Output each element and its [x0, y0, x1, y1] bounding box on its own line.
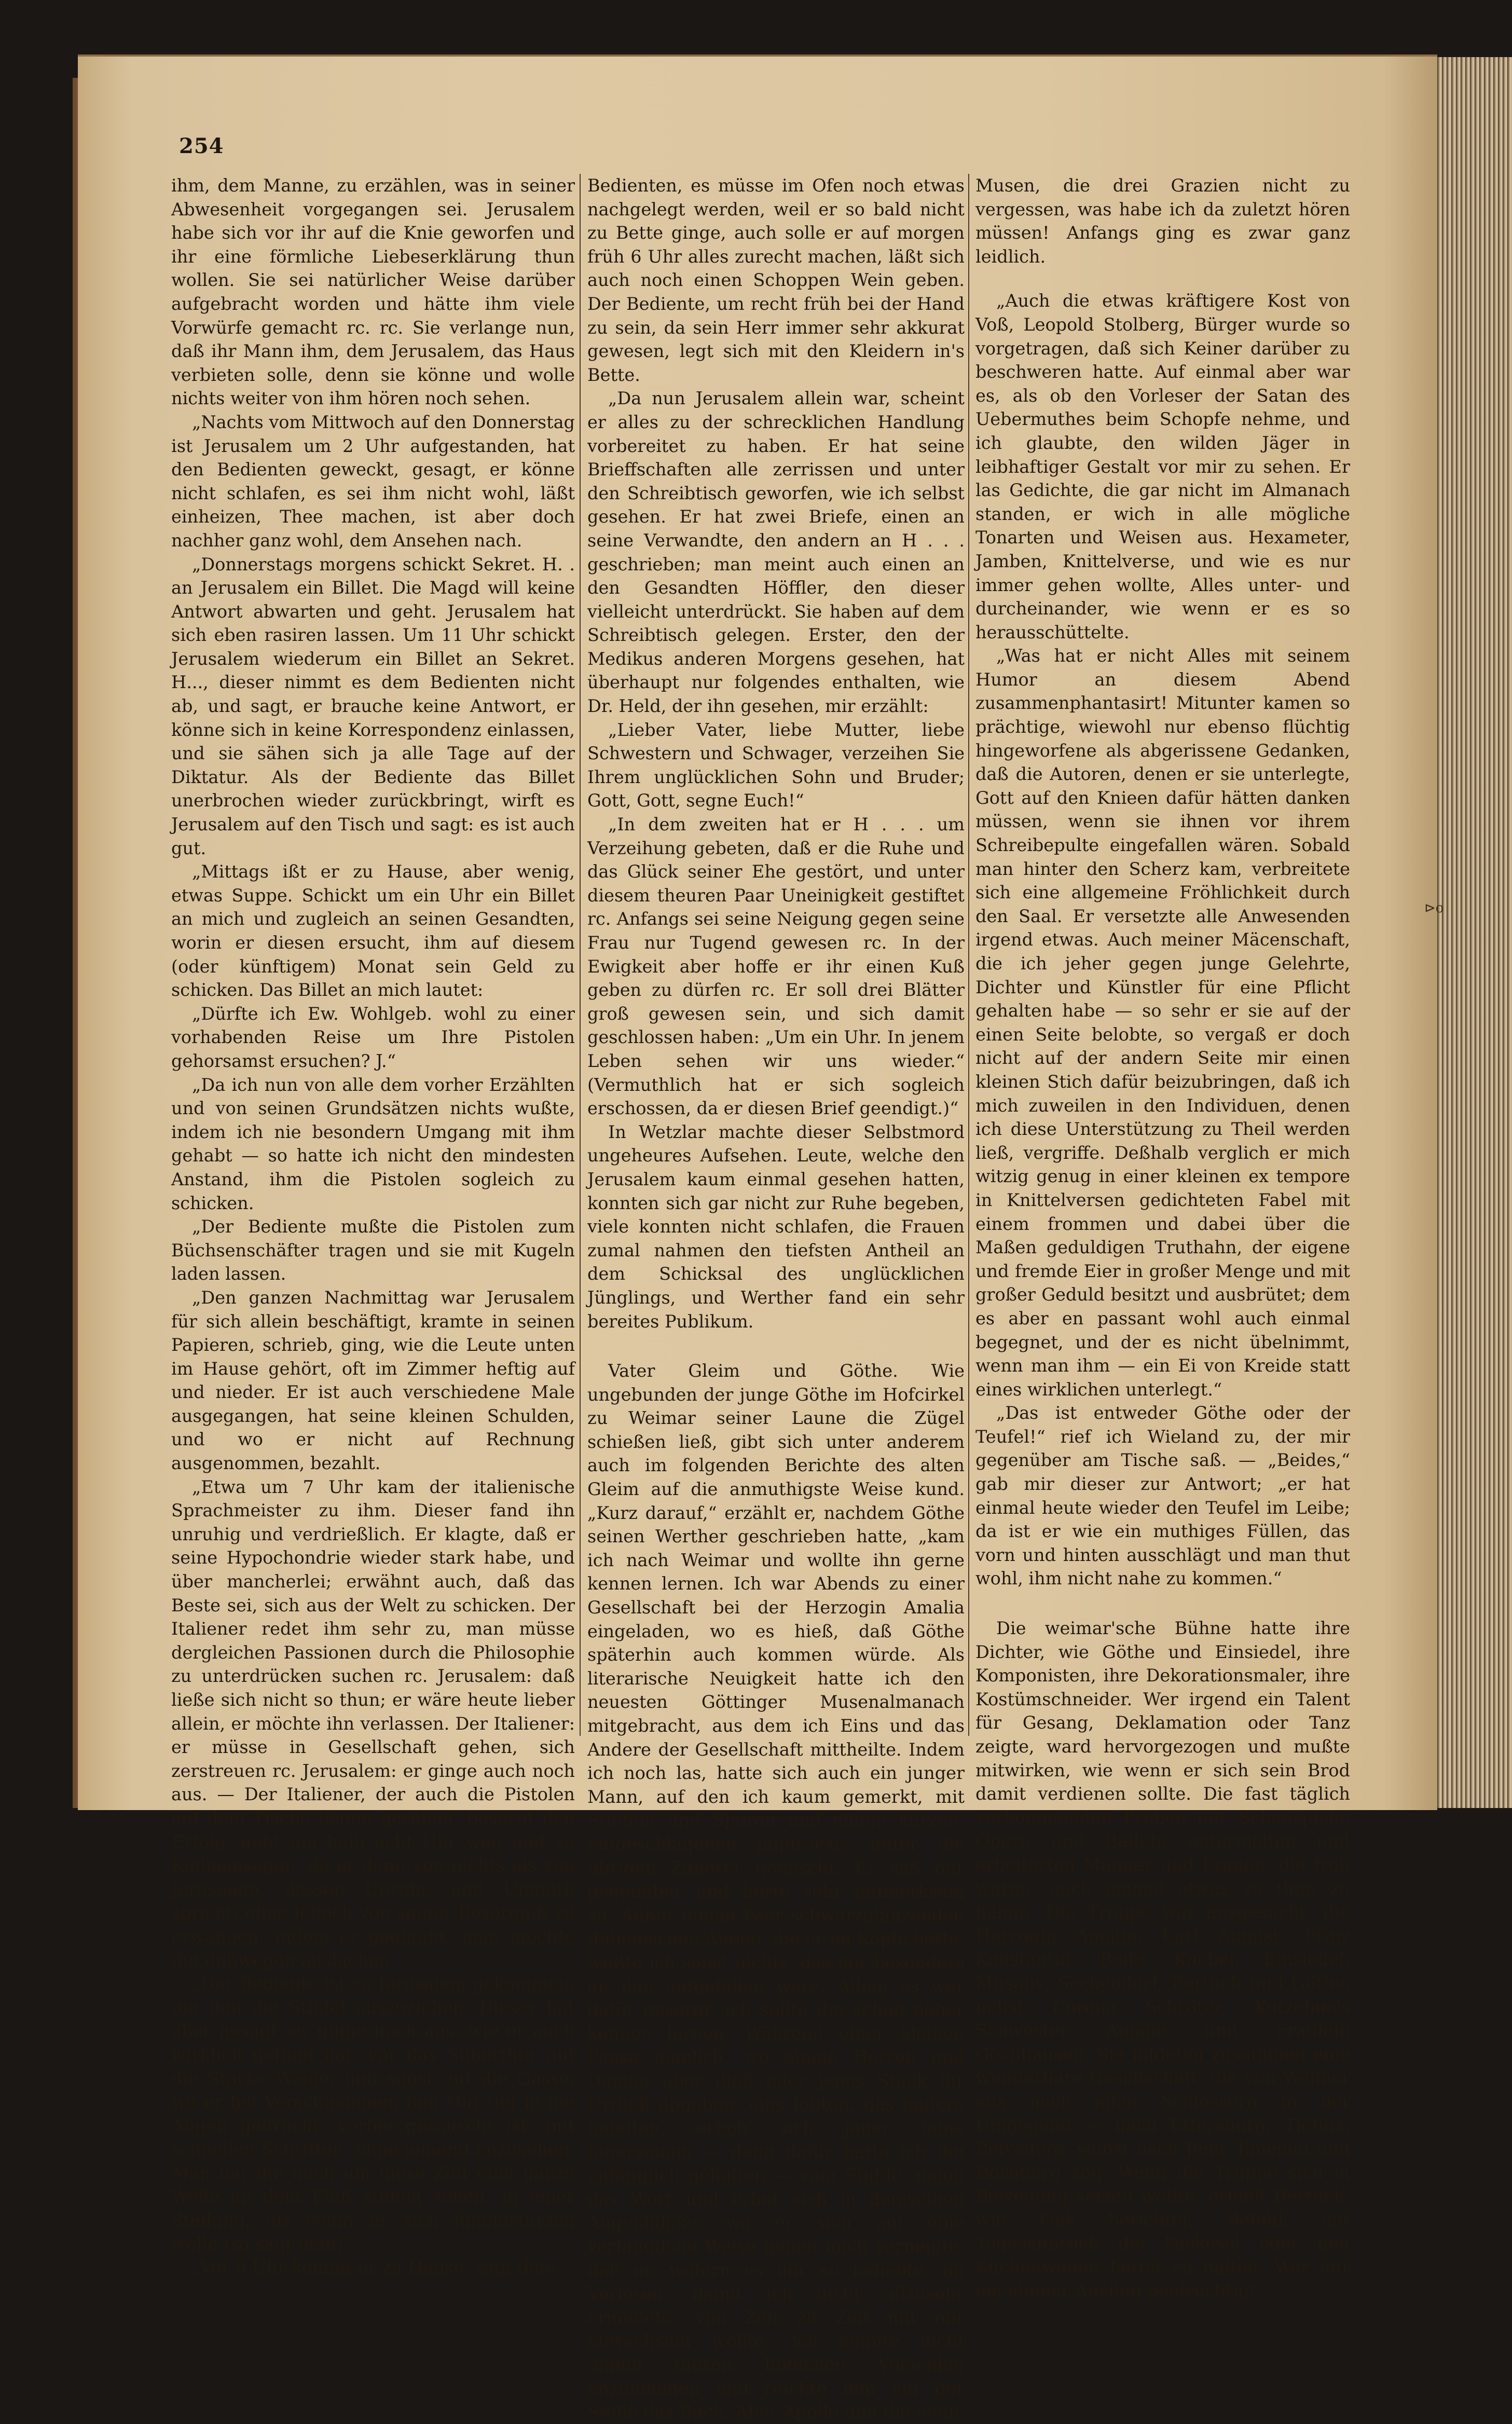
page-stack-edge [1437, 57, 1512, 1808]
page-number: 254 [179, 134, 224, 158]
text-column-right [975, 174, 1350, 2303]
text-column-left [171, 174, 575, 2280]
paragraph: Musen, die drei Grazien nicht zu vergessen, was habe ich da zuletzt hören müssen! Anfangs ging es zwar ganz leidlich. [975, 175, 1350, 267]
paragraph: „Mittags ißt er zu Hause, aber wenig, etwas Suppe. Schickt um ein Uhr ein Billet an mich und zugleich an seinen Gesandten, worin er diesen ersucht, ihm auf diesem (oder künftigem) Monat sein Geld zu schicken. Das Billet an mich lautet: [171, 861, 575, 1001]
paragraph: „In dem zweiten hat er H . . . um Verzeihung gebeten, daß er die Ruhe und das Glück seiner Ehe gestört, und unter diesem theuren Paar Uneinigkeit gestiftet rc. Anfangs sei seine Neigung gegen seine Frau nur Tugend gewesen rc. In der Ewigkeit aber hoffe er ihr einen Kuß geben zu dürfen rc. Er soll drei Blätter groß gewesen sein, und sich damit geschlossen haben: „Um ein Uhr. In jenem Leben sehen wir uns wieder.“ (Vermuthlich hat er sich sogleich erschossen, da er diesen Brief geendigt.)“ [587, 814, 965, 1119]
section-gap [587, 1333, 965, 1359]
paragraph: „Donnerstags morgens schickt Sekret. H. . an Jerusalem ein Billet. Die Magd will keine Antwort abwarten und geht. Jerusalem hat sich eben rasiren lassen. Um 11 Uhr schickt Jerusalem wiederum ein Billet an Sekret. H..., dieser nimmt es dem Bedienten nicht ab, und sagt, er brauche keine Antwort, er könne sich in keine Korrespondenz einlassen, und sie sähen sich ja alle Tage auf der Diktatur. Als der Bediente das Billet unerbrochen wieder zurückbringt, wirft es Jerusalem auf den Tisch und sagt: es ist auch gut. [171, 554, 575, 858]
paragraph: „Nachts vom Mittwoch auf den Donnerstag ist Jerusalem um 2 Uhr aufgestanden, hat den Bedienten geweckt, gesagt, er könne nicht schlafen, es sei ihm nicht wohl, läßt einheizen, Thee machen, ist aber doch nachher ganz wohl, dem Ansehen nach. [171, 412, 575, 551]
paragraph: „Das ist entweder Göthe oder der Teufel!“ rief ich Wieland zu, der mir gegenüber am Tische saß. — „Beides,“ gab mir dieser zur Antwort; „er hat einmal heute wieder den Teufel im Leibe; da ist er wie ein muthiges Füllen, das vorn und hinten ausschlägt und man thut wohl, ihm nicht nahe zu kommen.“ [975, 1403, 1350, 1589]
section-paragraph: Vater Gleim und Göthe. Wie ungebunden der junge Göthe im Hofcirkel zu Weimar seiner Laune die Zügel schießen ließ, gibt sich unter anderem auch im folgenden Berichte des alten Gleim auf die anmuthigste Weise kund. „Kurz darauf,“ erzählt er, nachdem Göthe seinen Werther geschrieben hatte, „kam ich nach Weimar und wollte ihn gerne kennen lernen. Ich war Abends zu einer Gesellschaft bei der Herzogin Amalia eingeladen, wo es hieß, daß Göthe späterhin auch kommen würde. Als literarische Neuigkeit hatte ich den neuesten Göttinger Musenalmanach mitgebracht, aus dem ich Eins und das Andere der Gesellschaft mittheilte. Indem ich noch las, hatte sich auch ein junger Mann, auf den ich kaum gemerkt, mit Stiefeln und Sporen und einem kurzen, aufgeschlagenen Jagdrocke, unter die übrigen Zuhörer gemischt. Er saß mir gegenüber und hörte sehr aufmerksam zu. Außer einem Paar schwarzglänzenden italienischen Augen, die er im Kopfe hatte, wüßte ich sonst nichts, das mir besonders an ihm aufgefallen wäre. Allein es war dafür gesorgt, ich sollte ihn schon näher kennen lernen. Während einer kleinen Pause nämlich, wo einige Herren und Damen über dieß oder jenes Stück ihr Urtheil abgaben, eins lobten, das andere tadelten, erhob sich jener feine Jägersmann — denn dafür hatte ich ihn anfänglich gehalten — vom Stuhle, nahm das Wort und erbot sich in demselben Augenblicke, wo er sich auf eine verbindliche Weise gegen mich verneigte, daß er, wofern es mir so beliebte, im Vorlesen, damit ich nicht allzusehr ermüdete, von Zeit zu Zeit mit mir abwechseln wollte. Ich konnte nicht umhin diesen höflichen Vorschlag anzunehmen und reichte ihm auf der Stelle das Buch. Aber Apollo und die neun [587, 1361, 965, 2422]
paragraph: „Lieber Vater, liebe Mutter, liebe Schwestern und Schwager, verzeihen Sie Ihrem unglücklichen Sohn und Bruder; Gott, Gott, segne Euch!“ [587, 719, 965, 811]
paragraph: „Der Bediente ist zu Jerusalem gekommen, um ihm die Stiefel auszuziehen. Dieser hat aber gesagt, er ginge noch aus; wie er auch wirklich gethan hat, vor das Silberthor auf die Starke Weide, und sonst auf die Gasse, wo er bei Verschiedenen, den Hut tief in die Augen gedrückt, vorbei gerauscht ist, mit schnellen Schritten, ohne jemand anzusehen. Man hat ihn auch um diese Zeit eine ganze Weile an dem Fluß stehen sehen, in einer Stellung, als wenn er sich hineinstürzen wolle (so sagt man). [171, 1974, 575, 2254]
paragraph: „Der Bediente mußte die Pistolen zum Büchsenschäfter tragen und sie mit Kugeln laden lassen. [171, 1216, 575, 1284]
paragraph: „Etwa um 7 Uhr kam der italienische Sprachmeister zu ihm. Dieser fand ihn unruhig und verdrießlich. Er klagte, daß er seine Hypochondrie wieder stark habe, und über mancherlei; erwähnt auch, daß das Beste sei, sich aus der Welt zu schicken. Der Italiener redet ihm sehr zu, man müsse dergleichen Passionen durch die Philosophie zu unterdrücken suchen rc. Jerusalem: daß ließe sich nicht so thun; er wäre heute lieber allein, er möchte ihn verlassen. Der Italiener: er müsse in Gesellschaft gehen, sich zerstreuen rc. Jerusalem: er ginge auch noch aus. — Der Italiener, der auch die Pistolen auf dem Tische liegen gesehen, besorgt den Erfolg, geht um halb acht Uhr weg und zu Kielmansegge, da er denn von nichts als von Jerusalem, dessen Unruhe und Unmuth spricht, ohne jedoch von seiner Besorgniß zu erwähnen, indem er geglaubt, man möchte ihn deßwegen auslachen. [171, 1476, 575, 1970]
paragraph: Bedienten, es müsse im Ofen noch etwas nachgelegt werden, weil er so bald nicht zu Bette ginge, auch solle er auf morgen früh 6 Uhr alles zurecht machen, läßt sich auch noch einen Schoppen Wein geben. Der Bediente, um recht früh bei der Hand zu sein, da sein Herr immer sehr akkurat gewesen, legt sich mit den Kleidern in's Bette. [587, 175, 965, 385]
paragraph: „Da ich nun von alle dem vorher Erzählten und von seinen Grundsätzen nichts wußte, indem ich nie besondern Umgang mit ihm gehabt — so hatte ich nicht den mindesten Anstand, ihm die Pistolen sogleich zu schicken. [171, 1074, 575, 1213]
paragraph: „Da nun Jerusalem allein war, scheint er alles zu der schrecklichen Handlung vorbereitet zu haben. Er hat seine Brieffschaften alle zerrissen und unter den Schreibtisch geworfen, wie ich selbst gesehen. Er hat zwei Briefe, einen an seine Verwandte, den andern an H . . . geschrieben; man meint auch einen an den Gesandten Höffler, den dieser vielleicht unterdrückt. Sie haben auf dem Schreibtisch gelegen. Erster, den der Medikus anderen Morgens gesehen, hat überhaupt nur folgendes enthalten, wie Dr. Held, der ihn gesehen, mir erzählt: [587, 388, 965, 717]
paragraph: ihm, dem Manne, zu erzählen, was in seiner Abwesenheit vorgegangen sei. Jerusalem habe sich vor ihr auf die Knie geworfen und ihr eine förmliche Liebeserklärung thun wollen. Sie sei natürlicher Weise darüber aufgebracht worden und hätte ihm viele Vorwürfe gemacht rc. rc. Sie verlange nun, daß ihr Mann ihm, dem Jerusalem, das Haus verbieten solle, denn sie könne und wolle nichts weiter von ihm hören noch sehen. [171, 175, 575, 409]
margin-mark: ⊳o [1424, 900, 1444, 916]
text-column-middle [587, 174, 965, 2424]
paragraph: „Auch die etwas kräftigere Kost von Voß, Leopold Stolberg, Bürger wurde so vorgetragen, daß sich Keiner darüber zu beschweren hatte. Auf einmal aber war es, als ob den Vorleser der Satan des Uebermuthes beim Schopfe nehme, und ich glaubte, den wilden Jäger in leibhaftiger Gestalt vor mir zu sehen. Er las Gedichte, die gar nicht im Almanach standen, er wich in alle mögliche Tonarten und Weisen aus. Hexameter, Jamben, Knittelverse, und wie es nur immer gehen wollte, Alles unter- und durcheinander, wie wenn er es so herausschüttelte. [975, 291, 1350, 642]
section-gap [975, 1591, 1350, 1617]
section-paragraph: Die weimar'sche Bühne hatte ihre Dichter, wie Göthe und Einsiedel, ihre Komponisten, ihre Dekorationsmaler, ihre Kostümschneider. Wer irgend ein Talent für Gesang, Deklamation oder Tanz zeigte, ward hervorgezogen und mußte mitwirken, wie wenn er sich sein Brod damit verdienen sollte. Die fast täglich vorkommenden Proben der Schauspiele, Opern und Ballete unterhielten und erheiterten Männer und Frauen, die froh waren, auch einmal etwas zu thun zu haben. Die Truppe war ausgesucht: die Herzogin Amalie, Karl August, Prinz Konstantin, Bode, Knebel, Einsiedel, Musäus, Seckendorf, Bertuch und Göthe, nebst Corona Schröter, Kotzebue's Schwester Amalie und Fräulein Göchhausen. Sie bildeten zusammen eine wunderbare Gesellschaft, die von Weimar aus nach allen Schlössern in der Umgegend — nach Ettersburg, Tiefurt, Belvedere, selbst nach Jena, Ilmenau und Dornburg zog. Wenn die Truppe sich in Bewegung setzen wollte, erhielt Bertuch, wie Falk berichtet, Befehl, mit Tagesanbruch die Packesel oder den Küchenwagen bereit zu halten. War nur ein kleiner Ausflug beabsichtigt, [975, 1618, 1350, 2301]
column-rule [968, 174, 969, 1736]
paragraph: „Dürfte ich Ew. Wohlgeb. wohl zu einer vorhabenden Reise um Ihre Pistolen gehorsamst ersuchen? J.“ [171, 1003, 575, 1071]
column-rule [580, 174, 581, 1736]
paragraph: „Was hat er nicht Alles mit seinem Humor an diesem Abend zusammenphantasirt! Mitunter kamen so prächtige, wiewohl nur ebenso flüchtig hingeworfene als abgerissene Gedanken, daß die Autoren, denen er sie unterlegte, Gott auf den Knieen dafür hätten danken müssen, wenn sie ihnen vor ihrem Schreibepulte eingefallen wären. Sobald man hinter den Scherz kam, verbreitete sich eine allgemeine Fröhlichkeit durch den Saal. Er versetzte alle Anwesenden irgend etwas. Auch meiner Mäcenschaft, die ich jeher gegen junge Gelehrte, Dichter und Künstler für eine Pflicht gehalten habe — so sehr er sie auf der einen Seite belobte, so vergaß er doch nicht auf der andern Seite mir einen kleinen Stich dafür beizubringen, daß ich mich zuweilen in den Individuen, denen ich diese Unterstützung zu Theil werden ließ, vergriffe. Deßhalb verglich er mich witzig genug in einer kleinen ex tempore in Knittelversen gedichteten Fabel mit einem frommen und dabei über die Maßen geduldigen Truthahn, der eigene und fremde Eier in großer Menge und mit großer Geduld besitzt und ausbrütet; dem es aber en passant wohl auch einmal begegnet, und der es nicht übelnimmt, wenn man ihm — ein Ei von Kreide statt eines wirklichen unterlegt.“ [975, 646, 1350, 1400]
paragraph: „Vor 9 Uhr kommt er zu Hause, sagt dem [192, 2257, 556, 2278]
paragraph: In Wetzlar machte dieser Selbstmord ungeheures Aufsehen. Leute, welche den Jerusalem kaum einmal gesehen hatten, konnten sich gar nicht zur Ruhe begeben, viele konnten nicht schlafen, die Frauen zumal nahmen den tiefsten Antheil an dem Schicksal des unglücklichen Jünglings, und Werther fand ein sehr bereites Publikum. [587, 1121, 965, 1332]
paragraph: „Den ganzen Nachmittag war Jerusalem für sich allein beschäftigt, kramte in seinen Papieren, schrieb, ging, wie die Leute unten im Hause gehört, oft im Zimmer heftig auf und nieder. Er ist auch verschiedene Male ausgegangen, hat seine kleinen Schulden, und wo er nicht auf Rechnung ausgenommen, bezahlt. [171, 1287, 575, 1474]
